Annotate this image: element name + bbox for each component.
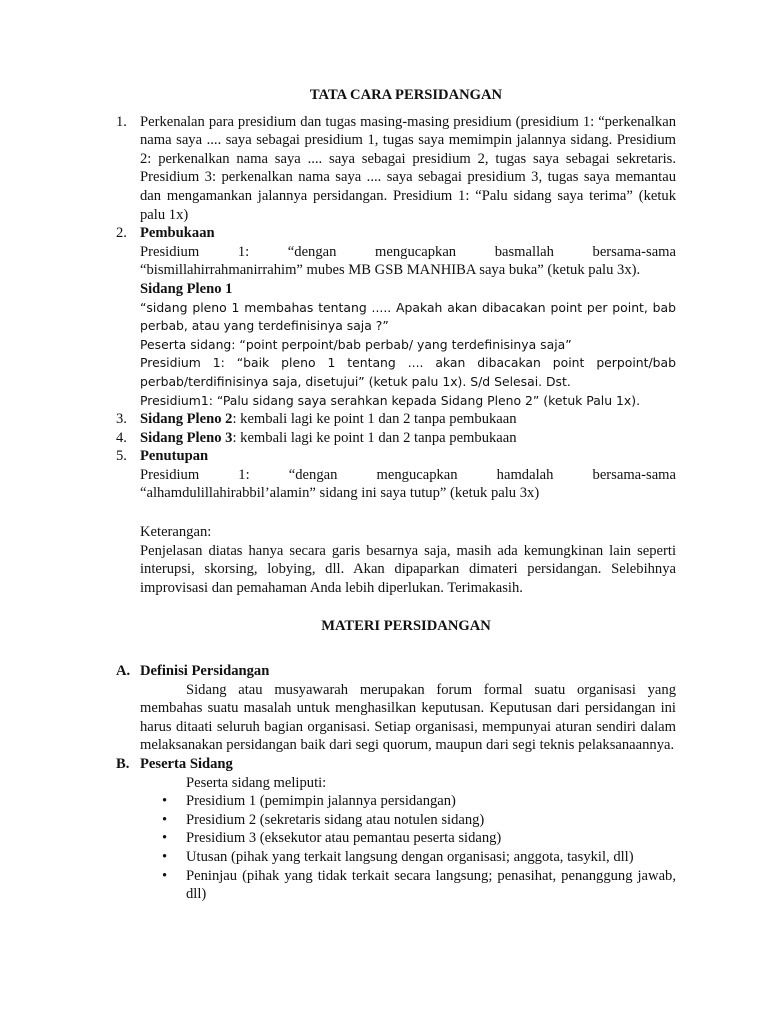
- list-item: • Presidium 1 (pemimpin jalannya persidangan): [162, 792, 676, 811]
- list-number: 5.: [116, 448, 127, 465]
- section-letter: B.: [116, 756, 130, 772]
- section-a-text: Sidang atau musyawarah merupakan forum formal suatu organisasi yang membahas suatu masalah untuk menghasilkan keputusan. Keputusan dari persidangan ini harus ditaati seluruh bagian organisasi. Setiap organisasi, mempunyai aturan sendiri dalam melaksanakan persidangan baik dari segi quorum, maupun dari segi teknis pelaksanaannya.: [140, 681, 676, 754]
- section-a-heading: Definisi Persidangan: [140, 663, 270, 680]
- pembukaan-line-1: Presidium 1: “dengan mengucapkan basmallah bersama-sama: [140, 243, 676, 260]
- section-heading-penutupan: Penutupan: [140, 448, 209, 465]
- pleno-1-approval: Presidium 1: “baik pleno 1 tentang .... akan dibacakan point perpoint/bab perbab/terdifinisinya saja, disetujui” (ketuk palu 1x). S/d Selesai. Dst.: [140, 355, 676, 389]
- section-heading-pembukaan: Pembukaan: [140, 225, 215, 242]
- list-item: • Utusan (pihak yang terkait langsung dengan organisasi; anggota, tasykil, dll): [162, 848, 676, 867]
- section-b-intro: Peserta sidang meliputi:: [186, 774, 327, 791]
- list-number: 3.: [116, 411, 127, 428]
- list-number: 1.: [116, 113, 127, 130]
- keterangan-label: Keterangan:: [140, 524, 212, 541]
- pleno-1-response: Peserta sidang: “point perpoint/bab perbab/ yang terdefinisinya saja”: [140, 336, 572, 352]
- spacer: [116, 503, 676, 523]
- list-item: • Presidium 3 (eksekutor atau pemantau peserta sidang): [162, 829, 676, 848]
- peserta-list: [116, 792, 676, 904]
- keterangan-block: [116, 523, 676, 597]
- list-item: • Peninjau (pihak yang tidak terkait secara langsung; penasihat, penanggung jawab, dll): [162, 867, 676, 904]
- list-number: 2.: [116, 225, 127, 242]
- section-heading-pleno-3: Sidang Pleno 3: [140, 429, 233, 446]
- spacer: [116, 644, 676, 662]
- list-item-4: [116, 429, 676, 448]
- list-item: • Presidium 2 (sekretaris sidang atau notulen sidang): [162, 811, 676, 830]
- list-item-3: [116, 410, 676, 429]
- list-item-1: [116, 113, 676, 225]
- title-tata-cara: TATA CARA PERSIDANGAN: [309, 87, 503, 103]
- section-heading-pleno-2: Sidang Pleno 2: [140, 411, 233, 428]
- section-letter: A.: [116, 663, 131, 680]
- list-item-5: [116, 447, 676, 503]
- keterangan-text: Penjelasan diatas hanya secara garis besarnya saja, masih ada kemungkinan lain seperti interupsi, skorsing, lobying, dll. Akan dipaparkan dimateri persidangan. Selebihnya improvisasi dan pemahaman Anda lebih diperlukan. Terimakasih.: [140, 542, 676, 596]
- list-item-text: : kembali lagi ke point 1 dan 2 tanpa pembukaan: [232, 429, 517, 446]
- section-a: [116, 662, 676, 755]
- section-heading-pleno-1: Sidang Pleno 1: [140, 280, 233, 297]
- title-materi: MATERI PERSIDANGAN: [321, 618, 491, 635]
- list-item-text: Perkenalan para presidium dan tugas masing-masing presidium (presidium 1: “perkenalkan nama saya .... saya sebagai presidium 1, tugas saya memimpin jalannya sidang. Presidium 2: perkenalkan nama saya .... saya sebagai presidium 2, tugas saya sebagai sekretaris. Presidium 3: perkenalkan nama saya .... saya sebagai presidium 3, tugas saya memantau dan mengamankan jalannya persidangan. Presidium 1: “Palu sidang saya terima” (ketuk palu 1x): [140, 113, 676, 223]
- spacer: [116, 597, 676, 617]
- pleno-1-handover: Presidium1: “Palu sidang saya serahkan kepada Sidang Pleno 2” (ketuk Palu 1x).: [140, 392, 641, 408]
- list-item-text: : kembali lagi ke point 1 dan 2 tanpa pembukaan: [232, 411, 517, 428]
- list-number: 4.: [116, 429, 127, 446]
- section-b: [116, 755, 676, 792]
- list-item-2: [116, 224, 676, 410]
- penutupan-line-2: “alhamdulillahirabbil’alamin” sidang ini saya tutup” (ketuk palu 3x): [140, 485, 540, 502]
- penutupan-line-1: Presidium 1: “dengan mengucapkan hamdalah bersama-sama: [140, 466, 676, 483]
- pleno-1-question: “sidang pleno 1 membahas tentang ..... Apakah akan dibacakan point per point, bab perbab, atau yang terdefinisinya saja ?”: [140, 299, 676, 334]
- pembukaan-line-2: “bismillahirrahmanirrahim” mubes MB GSB MANHIBA saya buka” (ketuk palu 3x).: [140, 262, 641, 279]
- section-b-heading: Peserta Sidang: [140, 756, 233, 772]
